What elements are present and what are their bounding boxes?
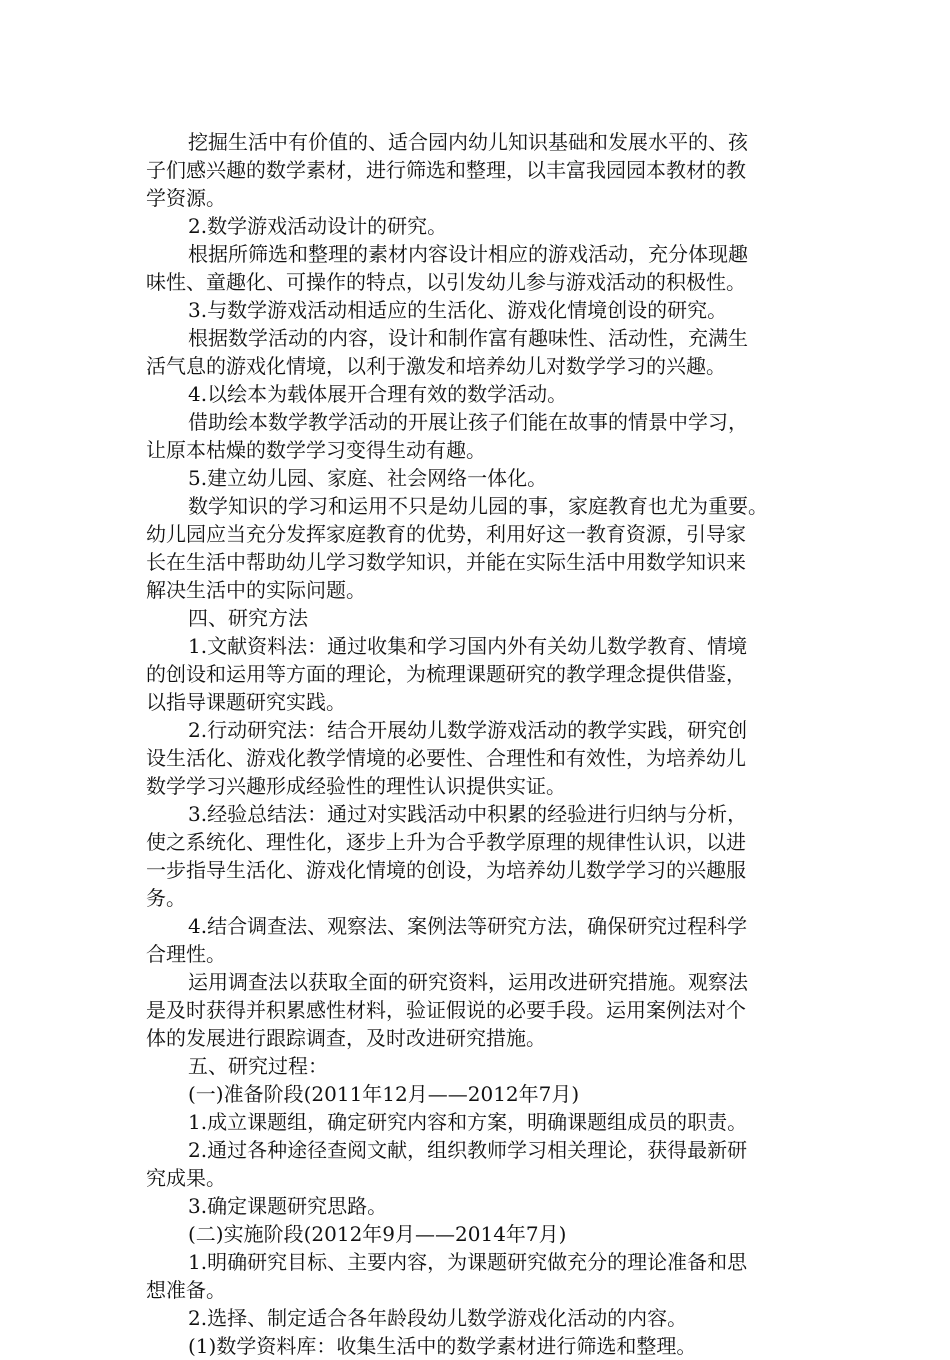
text-line: 根据所筛选和整理的素材内容设计相应的游戏活动，充分体现趣 [188, 242, 748, 266]
text-line: 3.与数学游戏活动相适应的生活化、游戏化情境创设的研究。 [188, 298, 728, 322]
document-body [146, 128, 806, 1360]
text-line: (一)准备阶段(2011年12月——2012年7月) [188, 1082, 580, 1106]
text-line: 究成果。 [146, 1166, 226, 1190]
text-line: 5.建立幼儿园、家庭、社会网络一体化。 [188, 466, 548, 490]
text-line: (二)实施阶段(2012年9月——2014年7月) [188, 1222, 567, 1246]
text-line: 数学知识的学习和运用不只是幼儿园的事，家庭教育也尤为重要。 [188, 494, 768, 518]
text-line: 2.通过各种途径查阅文献，组织教师学习相关理论，获得最新研 [188, 1138, 748, 1162]
text-line: 学资源。 [146, 186, 226, 210]
text-line: 1.成立课题组，确定研究内容和方案，明确课题组成员的职责。 [188, 1110, 748, 1134]
text-line: 的创设和运用等方面的理论，为梳理课题研究的教学理念提供借鉴， [146, 662, 746, 686]
text-line: 四、研究方法 [188, 606, 308, 630]
text-line: 2.选择、制定适合各年龄段幼儿数学游戏化活动的内容。 [188, 1306, 688, 1330]
text-line: 是及时获得并积累感性材料，验证假说的必要手段。运用案例法对个 [146, 998, 746, 1022]
text-line: 长在生活中帮助幼儿学习数学知识，并能在实际生活中用数学知识来 [146, 550, 746, 574]
text-line: (1)数学资料库：收集生活中的数学素材进行筛选和整理。 [188, 1334, 697, 1358]
text-line: 4.结合调查法、观察法、案例法等研究方法，确保研究过程科学 [188, 914, 748, 938]
text-line: 解决生活中的实际问题。 [146, 578, 366, 602]
text-line: 体的发展进行跟踪调查，及时改进研究措施。 [146, 1026, 546, 1050]
text-line: 合理性。 [146, 942, 226, 966]
text-line: 根据数学活动的内容，设计和制作富有趣味性、活动性，充满生 [188, 326, 748, 350]
text-line: 务。 [146, 886, 186, 910]
text-line: 让原本枯燥的数学学习变得生动有趣。 [146, 438, 486, 462]
text-line: 子们感兴趣的数学素材，进行筛选和整理，以丰富我园园本教材的教 [146, 158, 746, 182]
text-line: 设生活化、游戏化教学情境的必要性、合理性和有效性，为培养幼儿 [146, 746, 746, 770]
text-line: 运用调查法以获取全面的研究资料，运用改进研究措施。观察法 [188, 970, 748, 994]
text-line: 1.明确研究目标、主要内容，为课题研究做充分的理论准备和思 [188, 1250, 748, 1274]
text-line: 2.行动研究法：结合开展幼儿数学游戏活动的教学实践，研究创 [188, 718, 748, 742]
text-line: 活气息的游戏化情境，以利于激发和培养幼儿对数学学习的兴趣。 [146, 354, 726, 378]
text-line: 以指导课题研究实践。 [146, 690, 346, 714]
text-line: 想准备。 [146, 1278, 226, 1302]
text-line: 一步指导生活化、游戏化情境的创设，为培养幼儿数学学习的兴趣服 [146, 858, 746, 882]
text-line: 4.以绘本为载体展开合理有效的数学活动。 [188, 382, 568, 406]
text-line: 2.数学游戏活动设计的研究。 [188, 214, 448, 238]
text-line: 幼儿园应当充分发挥家庭教育的优势，利用好这一教育资源，引导家 [146, 522, 746, 546]
text-line: 数学学习兴趣形成经验性的理性认识提供实证。 [146, 774, 566, 798]
text-line: 使之系统化、理性化，逐步上升为合乎教学原理的规律性认识，以进 [146, 830, 746, 854]
text-line: 3.确定课题研究思路。 [188, 1194, 388, 1218]
text-line: 味性、童趣化、可操作的特点，以引发幼儿参与游戏活动的积极性。 [146, 270, 746, 294]
text-line: 3.经验总结法：通过对实践活动中积累的经验进行归纳与分析， [188, 802, 748, 826]
text-line: 1.文献资料法：通过收集和学习国内外有关幼儿数学教育、情境 [188, 634, 748, 658]
text-line: 五、研究过程： [188, 1054, 328, 1078]
text-line: 借助绘本数学教学活动的开展让孩子们能在故事的情景中学习， [188, 410, 748, 434]
text-line: 挖掘生活中有价值的、适合园内幼儿知识基础和发展水平的、孩 [188, 130, 748, 154]
